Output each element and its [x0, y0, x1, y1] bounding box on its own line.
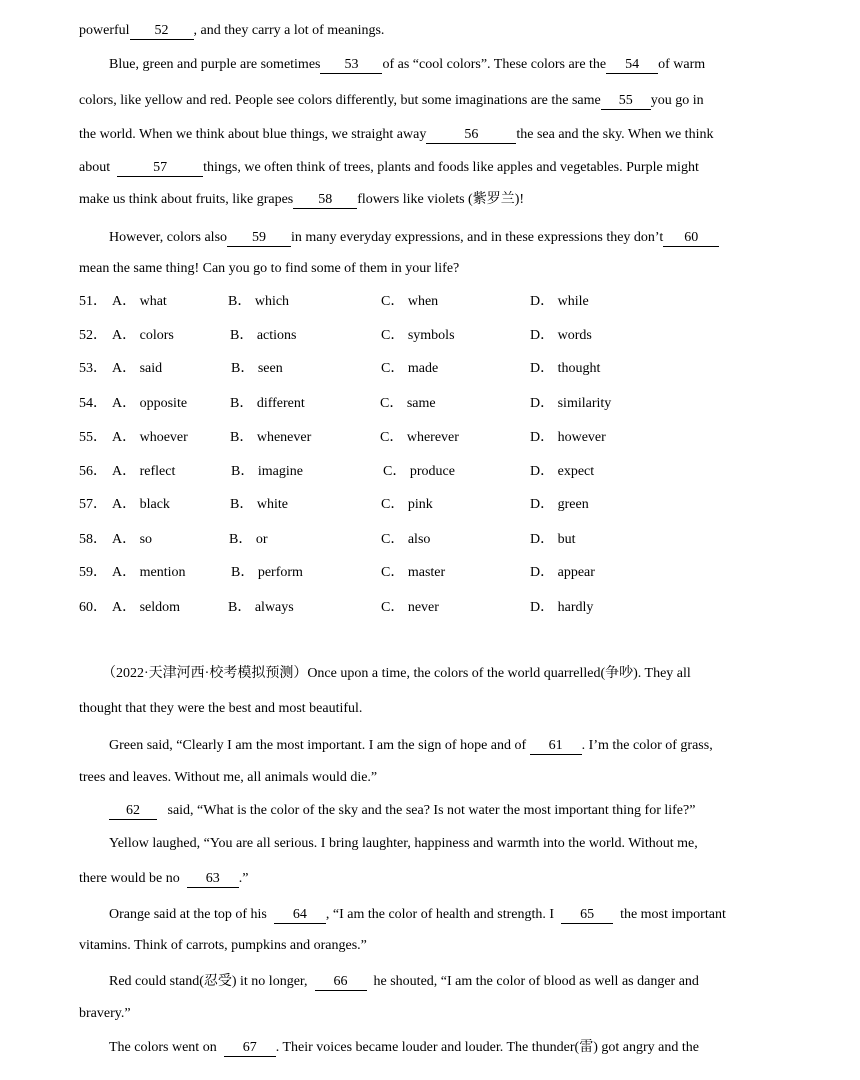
- blank-58[interactable]: 58: [293, 192, 357, 209]
- blank-54[interactable]: 54: [606, 57, 658, 74]
- passage-line: [79, 699, 779, 719]
- option-d[interactable]: D． thought: [530, 361, 601, 376]
- passage-line: [79, 936, 779, 956]
- option-a[interactable]: A． colors: [112, 328, 174, 343]
- option-d[interactable]: D． however: [530, 430, 606, 445]
- option-a[interactable]: A． mention: [112, 565, 186, 580]
- text: Green said, “Clearly I am the most important. I am the sign of hope and of: [109, 738, 527, 753]
- option-d[interactable]: D． green: [530, 497, 589, 512]
- option-a[interactable]: A． so: [112, 532, 153, 547]
- text: things, we often think of trees, plants and foods like apples and vegetables. Purple might: [203, 160, 699, 175]
- text: . Their voices became louder and louder. The thunder(雷) got angry and the: [275, 1040, 699, 1055]
- text: the sea and the sky. When we think: [516, 127, 714, 142]
- passage-line: [109, 905, 779, 925]
- blank-63[interactable]: 63: [187, 871, 239, 888]
- option-d[interactable]: D． words: [530, 328, 592, 343]
- passage-line: [109, 228, 779, 248]
- option-d[interactable]: D． expect: [530, 464, 595, 479]
- option-a[interactable]: A． said: [112, 361, 163, 376]
- blank-52[interactable]: 52: [130, 23, 194, 40]
- passage-line: [109, 1038, 779, 1058]
- option-c[interactable]: C． also: [381, 532, 431, 547]
- passage-line: [79, 91, 779, 111]
- passage-line: [109, 736, 779, 756]
- blank-57[interactable]: 57: [117, 160, 203, 177]
- question-number: 51．: [79, 294, 107, 309]
- option-b[interactable]: B． seen: [231, 361, 283, 376]
- question-number: 60．: [79, 600, 107, 615]
- option-d[interactable]: D． similarity: [530, 396, 612, 411]
- question-number: 59．: [79, 565, 107, 580]
- passage-line: [109, 801, 779, 821]
- text: mean the same thing! Can you go to find some of them in your life?: [79, 261, 460, 276]
- option-d[interactable]: D． but: [530, 532, 576, 547]
- text: he shouted, “I am the color of blood as well as danger and: [373, 974, 699, 989]
- text: trees and leaves. Without me, all animals would die.”: [79, 770, 378, 785]
- blank-65[interactable]: 65: [561, 907, 613, 924]
- blank-64[interactable]: 64: [274, 907, 326, 924]
- blank-62[interactable]: 62: [109, 803, 157, 820]
- passage-line: [79, 768, 779, 788]
- option-b[interactable]: B． white: [230, 497, 288, 512]
- text: make us think about fruits, like grapes: [79, 192, 294, 207]
- option-b[interactable]: B． different: [230, 396, 305, 411]
- text: there would be no: [79, 871, 180, 886]
- text: . I’m the color of grass,: [581, 738, 713, 753]
- passage-line: [79, 869, 779, 889]
- text: bravery.”: [79, 1006, 131, 1021]
- question-number: 56．: [79, 464, 107, 479]
- blank-56[interactable]: 56: [426, 127, 516, 144]
- option-b[interactable]: B． or: [229, 532, 268, 547]
- text: the most important: [620, 907, 726, 922]
- passage-line: [79, 1004, 779, 1024]
- question-number: 54．: [79, 396, 107, 411]
- text: , “I am the color of health and strength. I: [325, 907, 555, 922]
- text: the world. When we think about blue things, we straight away: [79, 127, 427, 142]
- text: （2022·天津河西·校考模拟预测）Once upon a time, the colors of the world quarrelled(争吵). They all: [102, 666, 691, 681]
- option-c[interactable]: C． pink: [381, 497, 433, 512]
- option-b[interactable]: B． whenever: [230, 430, 312, 445]
- option-c[interactable]: C． when: [381, 294, 439, 309]
- passage-line: [79, 158, 779, 178]
- text: about: [79, 160, 111, 175]
- option-a[interactable]: A． whoever: [112, 430, 188, 445]
- question-number: 58．: [79, 532, 107, 547]
- text: of warm: [658, 57, 706, 72]
- question-number: 52．: [79, 328, 107, 343]
- option-d[interactable]: D． hardly: [530, 600, 594, 615]
- blank-66[interactable]: 66: [315, 974, 367, 991]
- option-a[interactable]: A． seldom: [112, 600, 181, 615]
- question-number: 53．: [79, 361, 107, 376]
- option-c[interactable]: C． never: [381, 600, 439, 615]
- text: colors, like yellow and red. People see colors differently, but some imaginations are the same: [79, 93, 601, 108]
- passage-line: [109, 972, 779, 992]
- option-b[interactable]: B． always: [228, 600, 294, 615]
- question-number: 57．: [79, 497, 107, 512]
- text: in many everyday expressions, and in these expressions they don’t: [291, 230, 664, 245]
- blank-60[interactable]: 60: [663, 230, 719, 247]
- text: , and they carry a lot of meanings.: [193, 23, 385, 38]
- option-c[interactable]: C． same: [380, 396, 436, 411]
- option-d[interactable]: D． appear: [530, 565, 595, 580]
- text: Blue, green and purple are sometimes: [109, 57, 321, 72]
- option-b[interactable]: B． imagine: [231, 464, 303, 479]
- option-a[interactable]: A． black: [112, 497, 170, 512]
- passage-line: [102, 664, 779, 684]
- text: Yellow laughed, “You are all serious. I bring laughter, happiness and warmth into the world. Without me,: [109, 836, 698, 851]
- passage-line: [79, 190, 779, 210]
- text: thought that they were the best and most beautiful.: [79, 701, 363, 716]
- option-c[interactable]: C． wherever: [380, 430, 459, 445]
- question-number: 55．: [79, 430, 107, 445]
- text: However, colors also: [109, 230, 228, 245]
- passage-line: [109, 834, 779, 854]
- option-c[interactable]: C． symbols: [381, 328, 455, 343]
- blank-59[interactable]: 59: [227, 230, 291, 247]
- passage-line: [79, 125, 779, 145]
- passage-line: [79, 259, 779, 279]
- text: you go in: [650, 93, 704, 108]
- option-a[interactable]: A． what: [112, 294, 167, 309]
- option-c[interactable]: C． produce: [383, 464, 455, 479]
- passage-line: [109, 55, 779, 75]
- blank-61[interactable]: 61: [530, 738, 582, 755]
- text: .”: [238, 871, 249, 886]
- option-b[interactable]: B． perform: [231, 565, 303, 580]
- text: powerful: [79, 23, 130, 38]
- text: said, “What is the color of the sky and the sea? Is not water the most important thing for life?”: [167, 803, 696, 818]
- blank-53[interactable]: 53: [320, 57, 382, 74]
- blank-67[interactable]: 67: [224, 1040, 276, 1057]
- text: flowers like violets (紫罗兰)!: [357, 192, 525, 207]
- text: Orange said at the top of his: [109, 907, 267, 922]
- blank-55[interactable]: 55: [601, 93, 651, 110]
- text: Red could stand(忍受) it no longer,: [109, 974, 308, 989]
- option-b[interactable]: B． actions: [230, 328, 297, 343]
- option-b[interactable]: B． which: [228, 294, 290, 309]
- passage-line: [79, 21, 779, 41]
- option-a[interactable]: A． reflect: [112, 464, 176, 479]
- option-a[interactable]: A． opposite: [112, 396, 188, 411]
- option-c[interactable]: C． master: [381, 565, 446, 580]
- option-d[interactable]: D． while: [530, 294, 589, 309]
- text: vitamins. Think of carrots, pumpkins and oranges.”: [79, 938, 367, 953]
- text: The colors went on: [109, 1040, 217, 1055]
- option-c[interactable]: C． made: [381, 361, 439, 376]
- text: of as “cool colors”. These colors are the: [382, 57, 607, 72]
